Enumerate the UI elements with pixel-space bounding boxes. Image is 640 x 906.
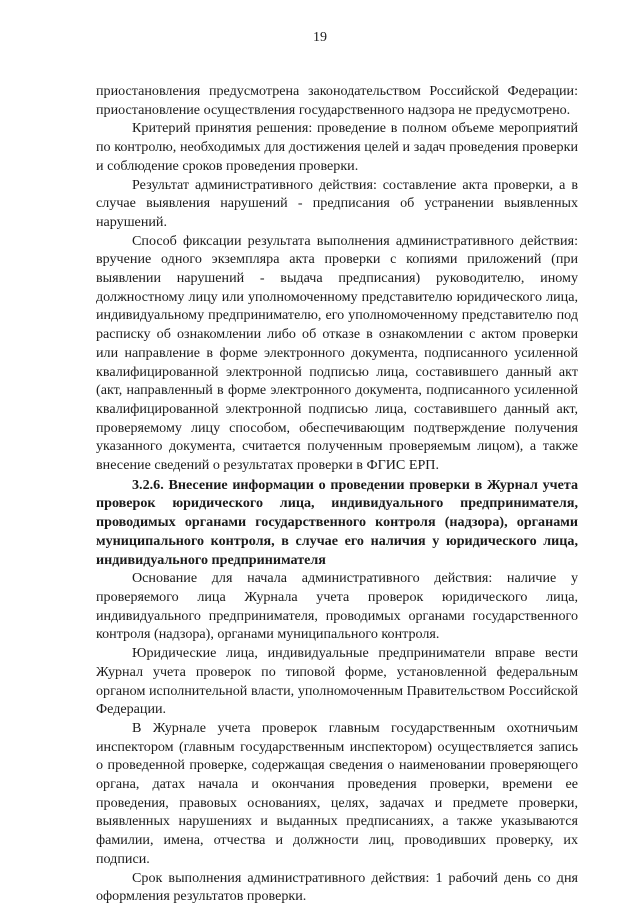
page-number: 19 xyxy=(313,30,327,45)
paragraph-suspension: приостановления предусмотрена законодательством Российской Федерации: приостановление осуществления государственного надзора не предусмотрено. xyxy=(96,83,578,118)
paragraph-recording-method: Способ фиксации результата выполнения административного действия: вручение одного экземпляра акта проверки с копиями приложений (при выявлении нарушений - выдача предписания) руководителю, иному должностному лицу или уполномоченному представителю юридического лица, индивидуальному предпринимателю, его уполномоченному представителю под расписку об ознакомлении либо об отказе в ознакомлении с актом проверки или направление в форме электронного документа, подписанного усиленной квалифицированной электронной подписью лица, составившего данный акт (акт, направленный в форме электронного документа, подписанного усиленной квалифицированной электронной подписью лица, составившего данный акт, проверяемому лицу способом, обеспечивающим подтверждение получения указанного документа, считается полученным проверяемым лицом), а также внесение сведений о результатах проверки в ФГИС ЕРП. xyxy=(96,232,578,474)
paragraph-journal-right: Юридические лица, индивидуальные предприниматели вправе вести Журнал учета проверок по типовой форме, установленной федеральным органом исполнительной власти, уполномоченным Правительством Российской Федерации. xyxy=(96,645,578,718)
paragraph-action-result: Результат административного действия: составление акта проверки, а в случае выявления нарушений - предписания об устранении выявленных нарушений. xyxy=(96,176,578,230)
document-body xyxy=(96,82,578,906)
paragraph-basis: Основание для начала административного действия: наличие у проверяемого лица Журнала учета проверок юридического лица, индивидуального предпринимателя, проводимых органами государственного контроля (надзора), органами муниципального контроля. xyxy=(96,570,578,643)
paragraph-deadline: Срок выполнения административного действия: 1 рабочий день со дня оформления результатов проверки. xyxy=(96,869,578,905)
paragraph-journal-entry: В Журнале учета проверок главным государственным охотничьим инспектором (главным государственным инспектором) осуществляется запись о проведенной проверке, содержащая сведения о наименовании проверяющего органа, датах начала и окончания проведения проверки, времени ее проведения, правовых основаниях, целях, задачах и предмете проверки, выявленных нарушениях и выданных предписаниях, а также указываются фамилии, имена, отчества и должности лиц, проводивших проверку, их подписи. xyxy=(96,719,578,867)
section-heading-3-2-6: 3.2.6. Внесение информации о проведении проверки в Журнал учета проверок юридического лица, индивидуального предпринимателя, проводимых органами государственного контроля (надзора), органами муниципального контроля, в случае его наличия у юридического лица, индивидуального предпринимателя xyxy=(96,476,578,568)
paragraph-decision-criterion: Критерий принятия решения: проведение в полном объеме мероприятий по контролю, необходимых для достижения целей и задач проведения проверки и соблюдение сроков проведения проверки. xyxy=(96,120,578,174)
